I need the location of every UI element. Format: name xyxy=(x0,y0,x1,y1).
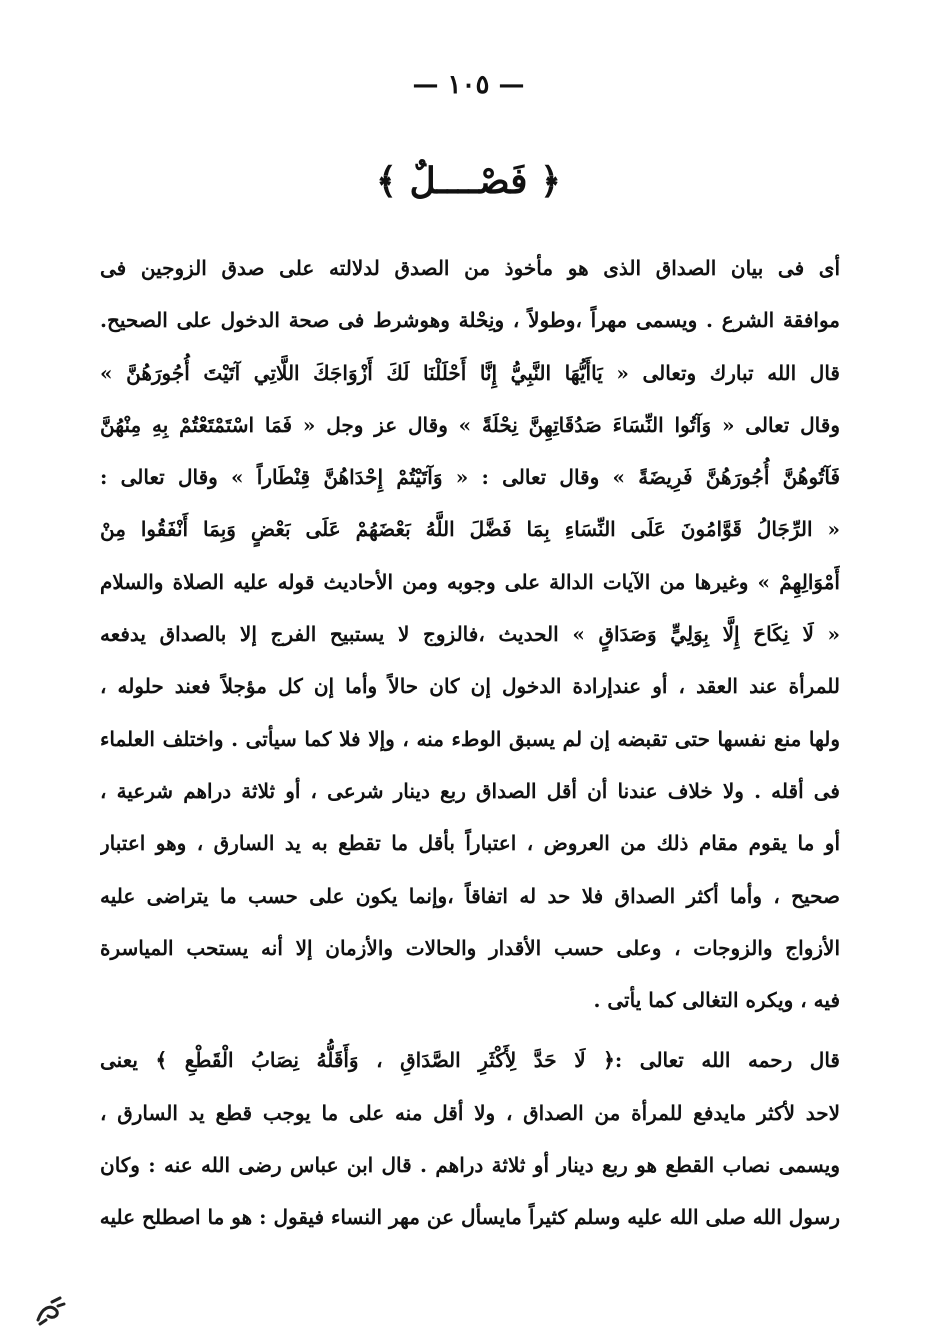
text-line: قال رحمه الله تعالى :﴿ لَا حَدَّ لِأَكْثَرِ الصَّدَاقِ ، وَأَقَلُّهُ نِصَابُ الْقَطْعِ ﴾ يعنى xyxy=(100,1048,840,1073)
text-line: ولها منع نفسها حتى تقبضه إن لم يسبق الوطء منه ، وإلا فلا كما سيأتى . واختلف العلماء xyxy=(100,726,840,751)
corner-ornament-icon xyxy=(30,1290,70,1330)
text-line: أى فى بيان الصداق الذى هو مأخوذ من الصدق لدلالته على صدق الزوجين فى xyxy=(100,256,840,280)
text-line: موافقة الشرع . ويسمى مهراً ،وطولاً ، ونِحْلة وهوشرط فى صحة الدخول على الصحيح. xyxy=(100,308,840,333)
paragraph-2 xyxy=(100,1034,840,1243)
paragraph-1 xyxy=(100,242,840,1026)
text-line: أو ما يقوم مقام ذلك من العروض ، اعتباراً بأقل ما تقطع به يد السارق ، وهو اعتبار xyxy=(100,831,840,856)
text-line: فى أقله . ولا خلاف عندنا أن أقل الصداق ربع دينار شرعى ، أو ثلاثة دراهم شرعية ، xyxy=(100,778,840,803)
text-line: لاحد لأكثر مايدفع للمرأة من الصداق ، ولا أقل منه على ما يوجب قطع يد السارق ، xyxy=(100,1100,840,1125)
text-line: رسول الله صلى الله عليه وسلم كثيراً مايسأل عن مهر النساء فيقول : هو ما اصطلح عليه xyxy=(100,1205,840,1230)
text-line: « لَا نِكَاحَ إِلَّا بِوَلِيٍّ وَصَدَاقٍ » الحديث ،فالزوج لا يستبيح الفرج إلا بالصداق يدفعه xyxy=(100,622,840,647)
text-line: ويسمى نصاب القطع هو ربع دينار أو ثلاثة دراهم . قال ابن عباس رضى الله عنه : وكان xyxy=(100,1153,840,1178)
text-line: للمرأة عند العقد ، أو عندإرادة الدخول إن كان حالاً وأما إن كل مؤجلاً فعند حلوله ، xyxy=(100,674,840,699)
text-line: « الرِّجَالُ قَوَّامُونَ عَلَى النِّسَاءِ بِمَا فَضَّلَ اللَّهُ بَعْضَهُمْ عَلَى بَعْضٍ وَبِمَا أَنْفَقُوا مِنْ xyxy=(100,517,840,542)
paragraph-gap xyxy=(100,1026,840,1034)
body-text xyxy=(100,242,840,1244)
text-line: صحيح ، وأما أكثر الصداق فلا حد له اتفاقاً ،وإنما يكون على حسب ما يتراضى عليه xyxy=(100,883,840,908)
text-line: فَآتُوهُنَّ أُجُورَهُنَّ فَرِيضَةً » وقال تعالى : « وَآتَيْتُمْ إِحْدَاهُنَّ قِنْطَاراً » وقال تعالى : xyxy=(100,465,840,490)
text-line: الأزواج والزوجات ، وعلى حسب الأقدار والحالات والأزمان إلا أنه يستحب المياسرة xyxy=(100,935,840,960)
page-number: — ١٠٥ — xyxy=(412,70,525,100)
text-line: قال الله تبارك وتعالى « يَاأَيُّهَا النَّبِيُّ إِنَّا أَحْلَلْنَا لَكَ أَزْوَاجَكَ اللَّاتِي آتَيْتَ أُجُورَهُنَّ » xyxy=(100,360,840,385)
text-line: وقال تعالى « وَآتُوا النِّسَاءَ صَدُقَاتِهِنَّ نِحْلَةً » وقال عز وجل « فَمَا اسْتَمْتَعْتُمْ بِهِ مِنْهُنَّ xyxy=(100,412,840,437)
section-title: ﴿ فَصْــــلٌ ﴾ xyxy=(375,160,562,202)
text-line: أَمْوَالِهِمْ » وغيرها من الآيات الدالة على وجوبه ومن الأحاديث قوله عليه الصلاة والسلام xyxy=(100,569,840,594)
text-line: فيه ، ويكره التغالى كما يأتى . xyxy=(593,988,840,1013)
